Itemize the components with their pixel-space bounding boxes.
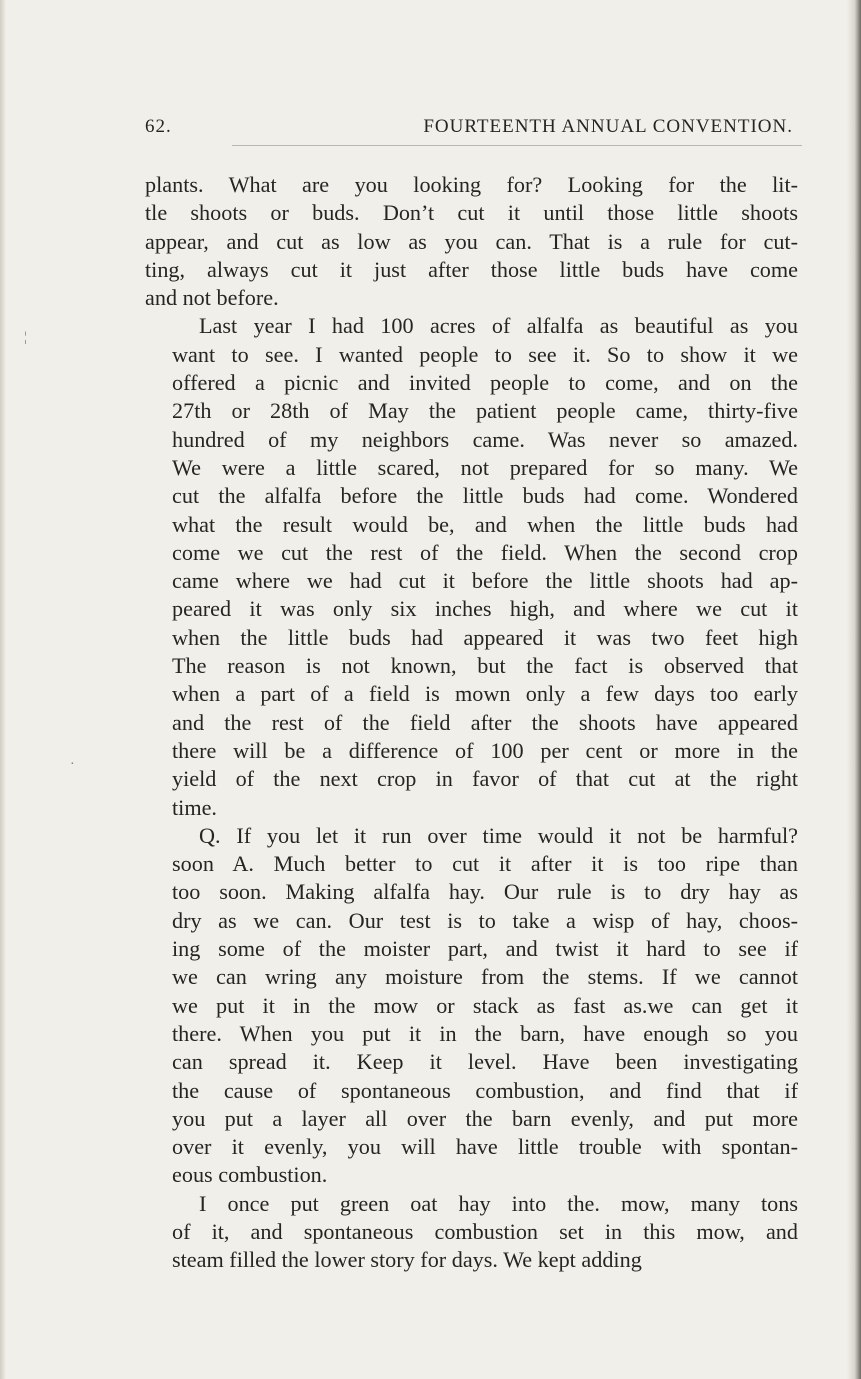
text-line: come we cut the rest of the field. When the second crop	[172, 539, 798, 565]
running-title: FOURTEENTH ANNUAL CONVENTION.	[423, 116, 793, 137]
text-line: the cause of spontaneous combustion, and find that if	[172, 1077, 798, 1103]
text-line: Q. If you let it run over time would it not be harmful?	[199, 822, 798, 848]
body-text	[145, 171, 798, 1275]
page-edge-right	[847, 0, 861, 1379]
text-line: and the rest of the field after the shoots have appeared	[172, 709, 798, 735]
text-line: The reason is not known, but the fact is observed that	[172, 653, 798, 679]
header-rule	[232, 145, 802, 146]
text-line: of it, and spontaneous combustion set in this mow, and	[172, 1218, 798, 1244]
text-line: over it evenly, you will have little trouble with spontan-	[172, 1134, 798, 1160]
text-line: what the result would be, and when the little buds had	[172, 511, 798, 537]
text-line: ting, always cut it just after those little buds have come	[145, 256, 798, 282]
text-line: came where we had cut it before the little shoots had ap-	[172, 568, 798, 594]
text-line: appear, and cut as low as you can. That is a rule for cut-	[145, 228, 798, 254]
running-header	[145, 116, 795, 138]
text-line: peared it was only six inches high, and where we cut it	[172, 596, 798, 622]
paragraph	[145, 822, 798, 1190]
paragraph	[145, 1190, 798, 1275]
text-line: 27th or 28th of May the patient people came, thirty-five	[172, 398, 798, 424]
text-line: yield of the next crop in favor of that cut at the right	[172, 766, 798, 792]
margin-dot: ·	[70, 757, 75, 772]
text-line: too soon. Making alfalfa hay. Our rule is to dry hay as	[172, 879, 798, 905]
text-line: when a part of a field is mown only a few days too early	[172, 681, 798, 707]
text-line: offered a picnic and invited people to come, and on the	[172, 370, 798, 396]
text-line: we can wring any moisture from the stems. If we cannot	[172, 964, 798, 990]
text-line: you put a layer all over the barn evenly, and put more	[172, 1105, 798, 1131]
text-line: steam filled the lower story for days. We kept adding	[172, 1247, 642, 1273]
text-line: cut the alfalfa before the little buds had come. Wondered	[172, 483, 798, 509]
text-line: dry as we can. Our test is to take a wisp of hay, choos-	[172, 907, 798, 933]
page-number: 62.	[145, 116, 172, 137]
text-line: I once put green oat hay into the. mow, many tons	[199, 1190, 798, 1216]
text-line: tle shoots or buds. Don’t cut it until those little shoots	[145, 200, 798, 226]
text-line: want to see. I wanted people to see it. So to show it we	[172, 341, 798, 367]
text-line: hundred of my neighbors came. Was never so amazed.	[172, 426, 798, 452]
text-line: when the little buds had appeared it was two feet high	[172, 624, 798, 650]
text-line: there. When you put it in the barn, have enough so you	[172, 1020, 798, 1046]
page-edge-left	[0, 0, 6, 1379]
text-line: eous combustion.	[172, 1162, 328, 1188]
paragraph	[145, 312, 798, 821]
margin-mark: ¦	[24, 330, 27, 345]
text-line: Last year I had 100 acres of alfalfa as beautiful as you	[199, 313, 798, 339]
text-line: there will be a difference of 100 per cent or more in the	[172, 737, 798, 763]
text-line: we put it in the mow or stack as fast as.we can get it	[172, 992, 798, 1018]
text-line: plants. What are you looking for? Looking for the lit-	[145, 172, 798, 197]
text-line: We were a little scared, not prepared for so many. We	[172, 454, 798, 480]
text-line: ing some of the moister part, and twist it hard to see if	[172, 936, 798, 962]
paragraph	[145, 171, 798, 312]
text-line: can spread it. Keep it level. Have been investigating	[172, 1049, 798, 1075]
text-line: soon A. Much better to cut it after it is too ripe than	[172, 851, 798, 877]
text-line: and not before.	[145, 285, 279, 311]
text-line: time.	[172, 794, 217, 820]
